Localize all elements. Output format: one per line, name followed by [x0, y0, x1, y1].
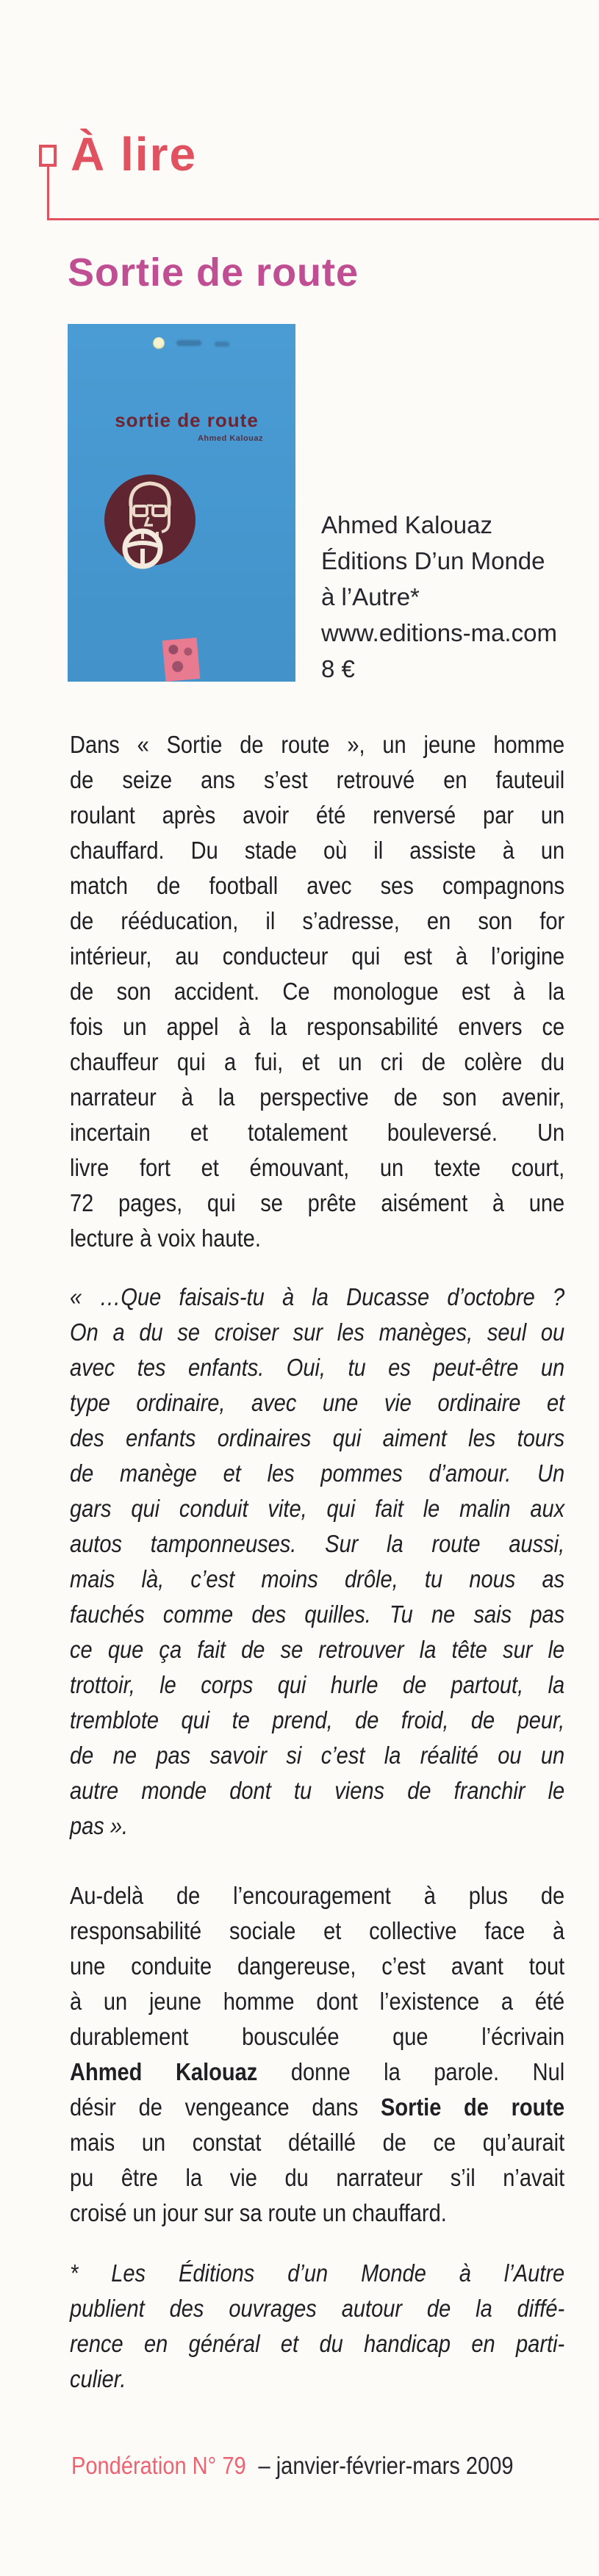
text-line: 8 € [321, 655, 355, 682]
text-line: roulant après avoir été renversé par un [70, 801, 565, 829]
cover-author: Ahmed Kalouaz [197, 434, 263, 443]
footnote [70, 2256, 564, 2397]
publisher-stamp [162, 638, 201, 682]
section-title: À lire [71, 128, 198, 181]
text-line: Éditions D’un Monde [321, 547, 545, 574]
publisher-logo-mark [153, 337, 165, 350]
text-line: * Les Éditions d’un Monde à l’Autre [70, 2259, 565, 2287]
text-line: match de football avec ses compagnons [70, 872, 565, 899]
text-line: trottoir, le corps qui hurle de partout, la [70, 1671, 565, 1698]
text-line: fauchés comme des quilles. Tu ne sais pas [70, 1601, 565, 1628]
text-line: « …Que faisais-tu à la Ducasse d’octobre ? [70, 1283, 565, 1310]
face-illustration [101, 473, 198, 570]
text-line: intérieur, au conducteur qui est à l’origine [70, 942, 565, 970]
text-line: narrateur à la perspective de son avenir, [70, 1083, 565, 1111]
text-line: pu être la vie du narrateur s’il n’avait [70, 2164, 565, 2191]
book-cover [68, 324, 295, 682]
text-line: pas ». [70, 1812, 129, 1839]
text-line: autos tamponneuses. Sur la route aussi, [70, 1530, 565, 1557]
text-line: gars qui conduit vite, qui fait le malin aux [70, 1495, 565, 1522]
text-line: de manège et les pommes d’amour. Un [70, 1460, 565, 1487]
text-line: culier. [70, 2365, 126, 2392]
review-paragraph [70, 727, 564, 1256]
text-line: autre monde dont tu viens de franchir le [70, 1777, 565, 1804]
text-line: mais là, c’est moins drôle, tu nous as [70, 1565, 565, 1592]
text-line: ce que ça fait de se retrouver la tête sur le [70, 1636, 565, 1663]
text-line: type ordinaire, avec une vie ordinaire et [70, 1389, 565, 1416]
publisher-logo-text-smudge [176, 340, 201, 346]
text-line: de ne pas savoir si c’est la réalité ou un [70, 1742, 565, 1769]
text-line: durablement bousculée que l’écrivain [70, 2023, 565, 2050]
text-line: chauffard. Du stade où il assiste à un [70, 837, 565, 864]
text-line: Dans « Sortie de route », un jeune homme [70, 731, 565, 758]
text-line: www.editions-ma.com [321, 619, 557, 646]
page-footer [71, 2451, 571, 2481]
text-line: rence en général et du handicap en parti- [70, 2330, 565, 2357]
text-line: une conduite dangereuse, c’est avant tout [70, 1952, 565, 1980]
commentary-paragraph [70, 1878, 564, 2231]
text-line: 72 pages, qui se prête aisément à une [70, 1189, 565, 1216]
text-line: chauffeur qui a fui, et un cri de colère du [70, 1048, 565, 1075]
text-line: de son accident. Ce monologue est à la [70, 978, 565, 1005]
text-line: incertain et totalement bouleversé. Un [70, 1119, 565, 1146]
cover-title: sortie de route [115, 409, 259, 431]
text-line: fois un appel à la responsabilité envers ce [70, 1013, 565, 1040]
header-accent-square [39, 145, 57, 167]
quote-paragraph [70, 1280, 564, 1844]
text-line: mais un constat détaillé de ce qu’aurait [70, 2129, 565, 2156]
text-line: Au-delà de l’encouragement à plus de [70, 1882, 565, 1909]
header-rule-vertical [47, 166, 49, 220]
text-line: à un jeune homme dont l’existence a été [70, 1988, 565, 2015]
text-line: des enfants ordinaires qui aiment les tours [70, 1424, 565, 1451]
text-line: de seize ans s’est retrouvé en fauteuil [70, 766, 565, 793]
text-line: lecture à voix haute. [70, 1224, 261, 1252]
text-line: livre fort et émouvant, un texte court, [70, 1154, 565, 1181]
text-line: avec tes enfants. Oui, tu es peut-être un [70, 1354, 565, 1381]
publisher-logo-text-smudge [215, 342, 229, 347]
text-line: On a du se croiser sur les manèges, seul ou [70, 1318, 565, 1346]
footer-issue: Pondération N° 79 [71, 2452, 246, 2479]
text-line: Ahmed Kalouaz donne la parole. Nul [70, 2058, 565, 2085]
footer-date: – janvier-février-mars 2009 [258, 2452, 514, 2479]
text-line: responsabilité sociale et collective face à [70, 1917, 565, 1944]
text-line: publient des ouvrages autour de la diffé- [70, 2295, 565, 2322]
text-line: tremblote qui te prend, de froid, de peur, [70, 1706, 565, 1733]
article-title: Sortie de route [68, 250, 359, 295]
boy-with-steering-wheel-icon [101, 473, 198, 570]
text-line: désir de vengeance dans Sortie de route [70, 2093, 565, 2121]
text-line: croisé un jour sur sa route un chauffard. [70, 2199, 447, 2226]
text-line: Ahmed Kalouaz [321, 511, 492, 538]
text-line: de rééducation, il s’adresse, en son for [70, 907, 565, 934]
header-rule-horizontal [47, 218, 599, 220]
footer-line [71, 2451, 570, 2481]
publisher-logo [144, 336, 240, 352]
book-info [321, 507, 595, 687]
text-line: à l’Autre* [321, 583, 420, 610]
